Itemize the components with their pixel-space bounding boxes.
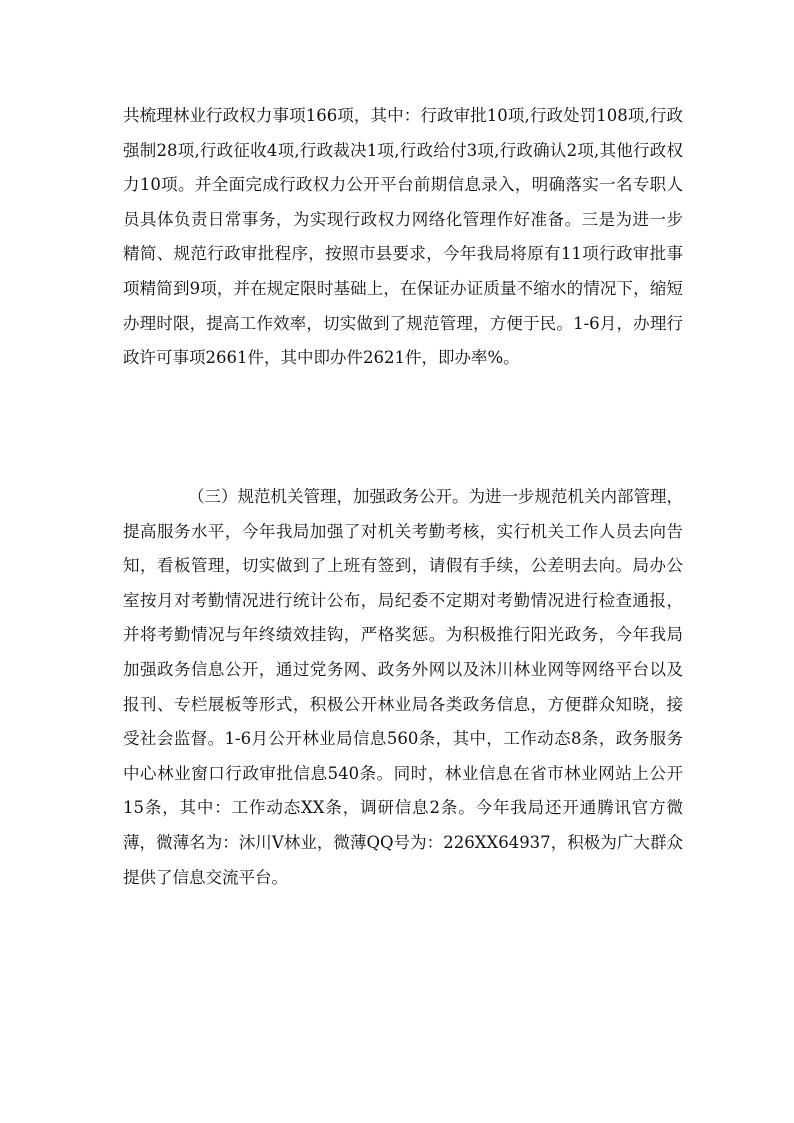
body-paragraph-office-management: （三）规范机关管理，加强政务公开。为进一步规范机关内部管理，提高服务水平，今年我局加强了对机关考勤考核，实行机关工作人员去向告知，看板管理，切实做到了上班有签到，请假有手续，公差明去向。局办公室按月对考勤情况进行统计公布，局纪委不定期对考勤情况进行检查通报，并将考勤情况与年终绩效挂钩，严格奖惩。为积极推行阳光政务，今年我局加强政务信息公开，通过党务网、政务外网以及沐川林业网等网络平台以及报刊、专栏展板等形式，积极公开林业局各类政务信息，方便群众知晓，接受社会监督。1-6月公开林业局信息560条，其中，工作动态8条，政务服务中心林业窗口行政审批信息540条。同时，林业信息在省市林业网站上公开15条，其中：工作动态XX条，调研信息2条。今年我局还开通腾讯官方微薄，微薄名为：沐川V林业，微薄QQ号为：226XX64937，积极为广大群众提供了信息交流平台。 [123,487,683,887]
body-paragraph-administrative-power: 共梳理林业行政权力事项166项，其中：行政审批10项,行政处罚108项,行政强制28项,行政征收4项,行政裁决1项,行政给付3项,行政确认2项,其他行政权力10项。并全面完成行政权力公开平台前期信息录入，明确落实一名专职人员具体负责日常事务，为实现行政权力网络化管理作好准备。三是为进一步精简、规范行政审批程序，按照市县要求，今年我局将原有11项行政审批事项精简到9项，并在规定限时基础上，在保证办证质量不缩水的情况下，缩短办理时限，提高工作效率，切实做到了规范管理，方便于民。1-6月，办理行政许可事项2661件，其中即办件2621件，即办率%。 [123,106,683,368]
